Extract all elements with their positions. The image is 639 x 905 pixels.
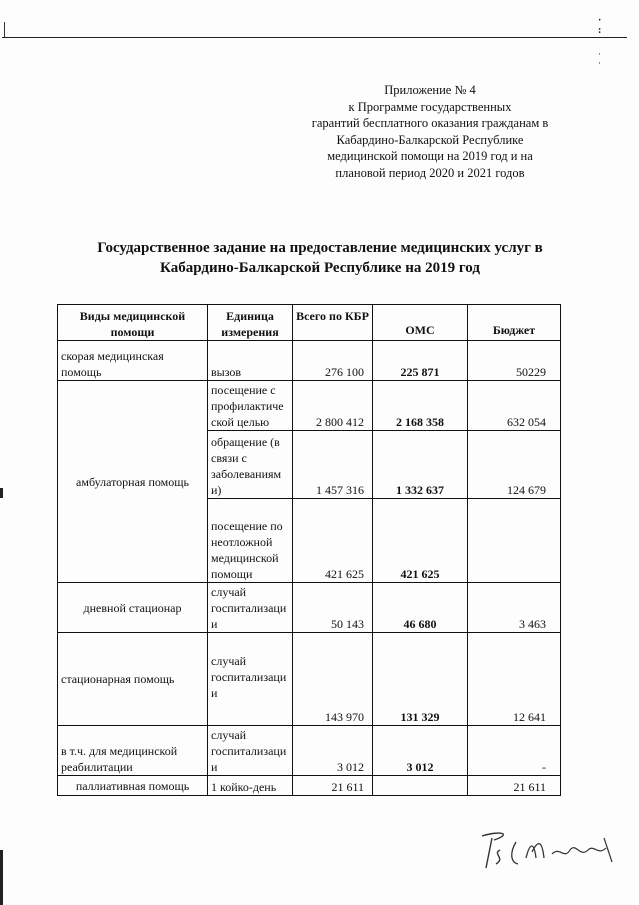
scan-margin-mark	[4, 22, 5, 38]
cell-budget: -	[468, 726, 561, 776]
appendix-line: к Программе государственных	[348, 99, 512, 114]
table-row	[58, 583, 561, 633]
appendix-line: плановой период 2020 и 2021 годов	[335, 165, 525, 180]
cell-type: паллиативная помощь	[58, 776, 208, 796]
scan-artifact: · ·	[598, 49, 601, 68]
cell-oms: 225 871	[373, 341, 468, 381]
header-total: Всего по КБР	[293, 305, 373, 341]
table-row	[58, 726, 561, 776]
cell-budget: 50229	[468, 341, 561, 381]
cell-type: скорая медицинская помощь	[58, 341, 208, 381]
handwritten-signature	[472, 828, 622, 873]
appendix-line: Приложение № 4	[384, 83, 476, 97]
cell-budget: 3 463	[468, 583, 561, 633]
table-row	[58, 633, 561, 726]
table-row	[58, 381, 561, 431]
cell-unit: случай госпитализаци и	[208, 726, 293, 776]
header-budget: Бюджет	[468, 305, 561, 341]
appendix-line: Кабардино-Балкарской Республике	[336, 132, 524, 147]
cell-unit: случай госпитализаци и	[208, 633, 293, 726]
scan-edge-mark	[0, 850, 3, 905]
cell-unit: обращение (в связи с заболеваниям и)	[208, 431, 293, 499]
cell-type: амбулаторная помощь	[58, 381, 208, 583]
cell-unit: посещение с профилактиче ской целью	[208, 381, 293, 431]
cell-total: 21 611	[293, 776, 373, 796]
cell-budget: 124 679	[468, 431, 561, 499]
appendix-line: гарантий бесплатного оказания гражданам в	[311, 116, 549, 130]
header-unit: Единица измерения	[208, 305, 293, 341]
cell-total: 50 143	[293, 583, 373, 633]
cell-oms: 46 680	[373, 583, 468, 633]
cell-total: 1 457 316	[293, 431, 373, 499]
cell-unit: 1 койко-день	[208, 776, 293, 796]
cell-oms: 1 332 637	[373, 431, 468, 499]
document-title-line: Кабардино-Балкарской Республике на 2019 год	[160, 260, 480, 276]
appendix-line: медицинской помощи на 2019 год и на	[327, 149, 533, 163]
cell-oms: 131 329	[373, 633, 468, 726]
table-header-row	[58, 305, 561, 341]
scan-edge-mark	[0, 488, 3, 498]
cell-total: 421 625	[293, 499, 373, 583]
cell-budget	[468, 499, 561, 583]
document-title-line: Государственное задание на предоставление медицинских услуг в	[97, 240, 543, 256]
cell-oms: 421 625	[373, 499, 468, 583]
cell-total: 3 012	[293, 726, 373, 776]
header-type: Виды медицинской помощи	[58, 305, 208, 341]
cell-oms: 3 012	[373, 726, 468, 776]
services-table	[57, 304, 561, 796]
cell-budget: 632 054	[468, 381, 561, 431]
cell-unit: вызов	[208, 341, 293, 381]
cell-type: в т.ч. для медицинской реабилитации	[58, 726, 208, 776]
cell-type: стационарная помощь	[58, 633, 208, 726]
cell-total: 276 100	[293, 341, 373, 381]
cell-total: 2 800 412	[293, 381, 373, 431]
cell-oms: 2 168 358	[373, 381, 468, 431]
table-row	[58, 341, 561, 381]
cell-oms	[373, 776, 468, 796]
cell-budget: 12 641	[468, 633, 561, 726]
document-title	[60, 238, 580, 278]
header-oms: ОМС	[373, 305, 468, 341]
appendix-header	[280, 82, 580, 181]
scan-artifact: · :	[598, 15, 602, 36]
cell-type: дневной стационар	[58, 583, 208, 633]
cell-unit: случай госпитализаци и	[208, 583, 293, 633]
top-rule	[2, 37, 627, 38]
cell-unit: посещение по неотложной медицинской помощи	[208, 499, 293, 583]
cell-budget: 21 611	[468, 776, 561, 796]
cell-total: 143 970	[293, 633, 373, 726]
table-row	[58, 776, 561, 796]
